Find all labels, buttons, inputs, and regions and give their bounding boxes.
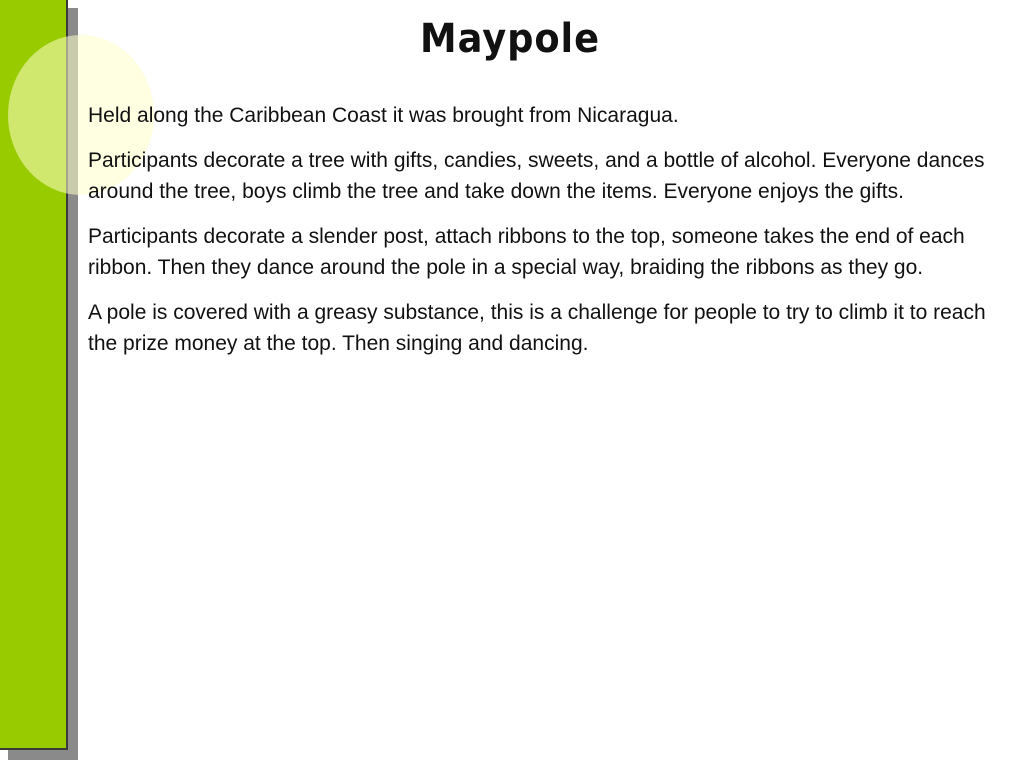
paragraph-tree: Participants decorate a tree with gifts, candies, sweets, and a bottle of alcohol. Everyone dances around the tree, boys climb the tree and take down the items. Everyone enjoys the gifts. — [88, 149, 985, 203]
paragraph-origin: Held along the Caribbean Coast it was brought from Nicaragua. — [88, 104, 679, 127]
paragraph-ribbons: Participants decorate a slender post, attach ribbons to the top, someone takes the end of each ribbon. Then they dance around the pole in a special way, braiding the ribbons as they go. — [88, 225, 965, 279]
slide-title: Maypole — [420, 16, 600, 62]
paragraph-greasy-pole: A pole is covered with a greasy substance, this is a challenge for people to try to climb it to reach the prize money at the top. Then singing and dancing. — [88, 301, 986, 355]
slide-body — [88, 100, 993, 373]
